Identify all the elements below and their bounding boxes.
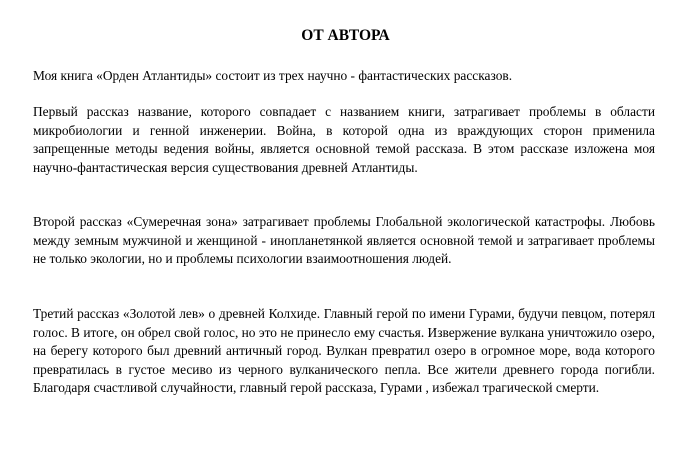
paragraph-intro: Моя книга «Орден Атлантиды» состоит из трех научно - фантастических рассказов. [33,68,513,83]
paragraph-second-story: Второй рассказ «Сумеречная зона» затрагивает проблемы Глобальной экологической катастрофы. Любовь между земным мужчиной и женщиной - инопланетянкой является основной темой и затрагивает проблемы не только экологии, но и проблемы психологии взаимоотношения людей. [33,214,655,267]
paragraph-first-story: Первый рассказ название, которого совпадает с названием книги, затрагивает проблемы в области микробиологии и генной инженерии. Война, в которой одна из враждующих сторон применила запрещенные методы ведения войны, является основной темой рассказа. В этом рассказе изложена моя научно-фантастическая версия существования древней Атлантиды. [33,104,655,175]
paragraph-third-story: Третий рассказ «Золотой лев» о древней Колхиде. Главный герой по имени Гурами, будучи певцом, потерял голос. В итоге, он обрел свой голос, но это не принесло ему счастья. Извержение вулкана уничтожило озеро, на берегу которого был древний античный город. Вулкан превратил озеро в огромное море, вода которого превратилась в густое месиво из черного вулканического пепла. Все жители древнего города погибли. Благодаря счастливой случайности, главный герой рассказа, Гурами , избежал трагической смерти. [33,306,655,396]
document-title: ОТ АВТОРА [301,27,390,44]
